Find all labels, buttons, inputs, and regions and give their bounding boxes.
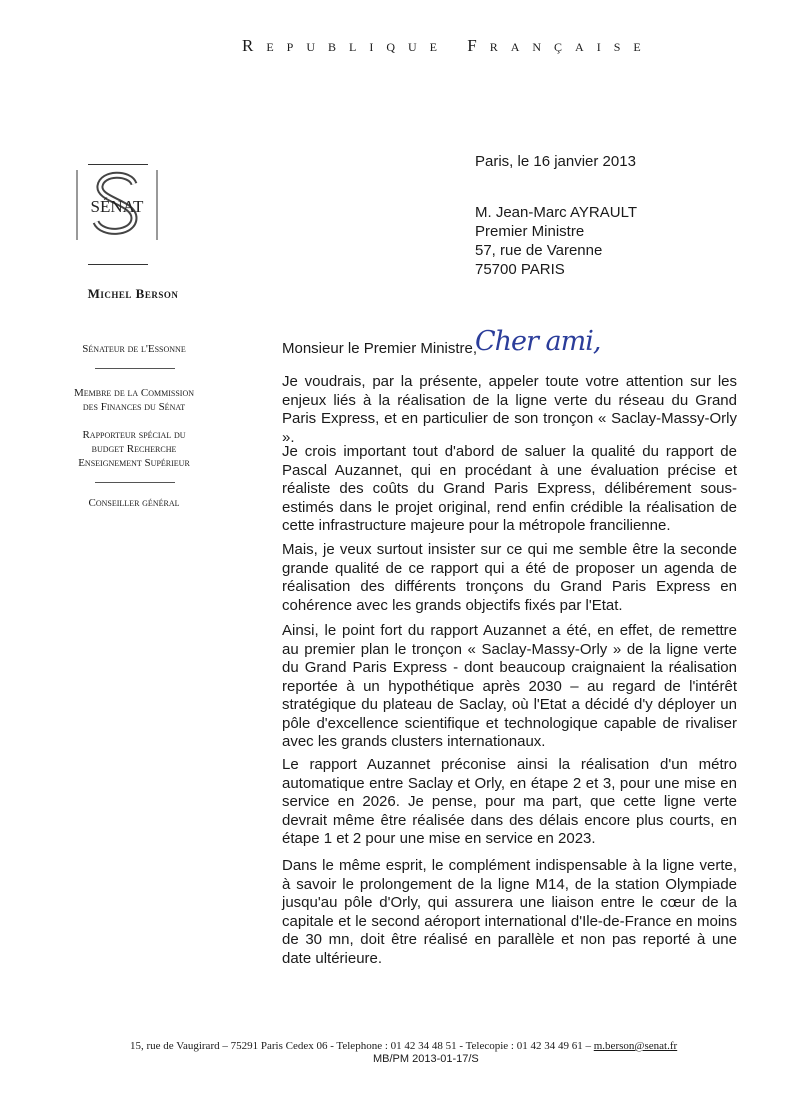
footer-address-text: 15, rue de Vaugirard – 75291 Paris Cedex 06 - Telephone : 01 42 34 48 51 - Telecopie : 01 42 34 49 61 – xyxy=(130,1040,591,1052)
sidebar-line: Enseignement Supérieur xyxy=(78,457,190,469)
senator-name: Michel Berson xyxy=(87,286,179,301)
paragraph-2: Je crois important tout d'abord de saluer la qualité du rapport de Pascal Auzannet, qui en procédant à une évaluation précise et réaliste des coûts du Grand Paris Express, délibérement sous-estimés dans le projet original, rend enfin crédible la réalisation de cette infrastructure majeure pour la métropole francilienne. xyxy=(282,443,737,534)
paragraph-6: Dans le même esprit, le complément indispensable à la ligne verte, à savoir le prolongement de la ligne M14, de la station Olympiade jusqu'au pôle d'Orly, qui assurera une liaison entre le cœur de la capitale et le second aéroport international d'Ile-de-France en moins de 30 mn, doit être réalisé en parallèle et non pas reporté à une date ultérieure. xyxy=(282,857,737,967)
recipient-address xyxy=(475,203,637,279)
sidebar-role-2 xyxy=(60,386,208,414)
sidebar-role-4 xyxy=(60,496,208,510)
footer-reference: MB/PM 2013-01-17/S xyxy=(373,1053,479,1065)
recipient-line: Premier Ministre xyxy=(475,223,585,240)
sidebar-divider xyxy=(95,368,175,369)
recipient-line: 57, rue de Varenne xyxy=(475,242,603,259)
sidebar-divider xyxy=(95,482,175,483)
recipient-line: 75700 PARIS xyxy=(475,261,565,278)
letter-date: Paris, le 16 janvier 2013 xyxy=(475,153,636,170)
paragraph-1: Je voudrais, par la présente, appeler toute votre attention sur les enjeux liés à la réalisation de la ligne verte du réseau du Grand Paris Express, et en particulier de son tronçon « Saclay-Massy-Orly ». xyxy=(282,373,737,446)
sidebar-line: des Finances du Sénat xyxy=(82,401,186,413)
handwritten-greeting: Cher ami, xyxy=(475,326,601,357)
sidebar-line: budget Recherche xyxy=(91,443,177,455)
paragraph-3: Mais, je veux surtout insister sur ce qui me semble être la seconde grande qualité de ce rapport qui a été de proposer un agenda de réalisation des différents tronçons du Grand Paris Express en cohérence avec les grands objectifs fixés par l'Etat. xyxy=(282,541,737,614)
logo-rule-bottom xyxy=(88,264,148,265)
sidebar-line: Conseiller général xyxy=(88,497,180,509)
recipient-line: M. Jean-Marc AYRAULT xyxy=(475,204,637,221)
senator-block xyxy=(68,286,198,302)
logo-text: SÉNAT xyxy=(90,197,144,216)
sidebar-role-3 xyxy=(60,428,208,470)
sidebar-line: Sénateur de l'Essonne xyxy=(82,343,186,355)
sidebar-line: Membre de la Commission xyxy=(73,387,195,399)
senat-logo-icon xyxy=(72,160,162,250)
footer-address xyxy=(130,1040,677,1052)
sidebar-line: Rapporteur spécial du xyxy=(82,429,186,441)
paragraph-4: Ainsi, le point fort du rapport Auzannet a été, en effet, de remettre au premier plan le tronçon « Saclay-Massy-Orly » de la ligne verte du Grand Paris Express - dont beaucoup craignaient la réalisation reportée à un hypothétique après 2030 – au regard de l'intérêt stratégique du plateau de Saclay, où l'Etat a décidé d'y déployer un pôle d'excellence scientifique et technologique capable de rivaliser avec les grands clusters internationaux. xyxy=(282,622,737,750)
salutation: Monsieur le Premier Ministre, xyxy=(282,340,478,357)
sidebar-role-1 xyxy=(60,342,208,356)
footer-email-link[interactable]: m.berson@senat.fr xyxy=(593,1040,678,1052)
letterhead-title: Republique Française xyxy=(242,36,654,55)
paragraph-5: Le rapport Auzannet préconise ainsi la réalisation d'un métro automatique entre Saclay et Orly, en étape 2 et 3, pour une mise en service en 2026. Je pense, pour ma part, que cette ligne verte devrait même être réalisée dans des délais encore plus courts, en étape 1 et 2 pour une mise en service en 2023. xyxy=(282,756,737,847)
